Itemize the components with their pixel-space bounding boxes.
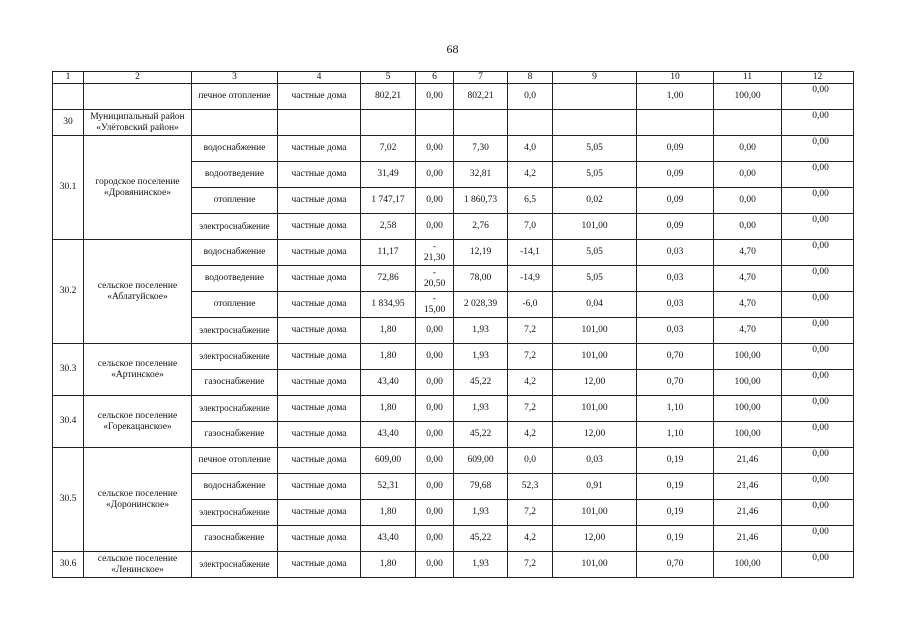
- cell-col-5: 1,80: [361, 344, 416, 370]
- cell-col-5: 7,02: [361, 136, 416, 162]
- table-row: [53, 84, 854, 110]
- cell-col-3: газоснабжение: [192, 422, 278, 448]
- cell-col-7: 1,93: [454, 552, 508, 578]
- cell-col-6: - 20,50: [416, 266, 454, 292]
- cell-col-4: частные дома: [278, 344, 361, 370]
- cell-col-12: [782, 110, 854, 136]
- cell-col-5: 52,31: [361, 474, 416, 500]
- cell-col-5: 802,21: [361, 84, 416, 110]
- cell-col-3: газоснабжение: [192, 526, 278, 552]
- cell-col-3: [192, 110, 278, 136]
- value-col-12: 0,00: [812, 345, 829, 355]
- cell-col-6: 0,00: [416, 370, 454, 396]
- cell-col-6: 0,00: [416, 162, 454, 188]
- cell-col-5: 11,17: [361, 240, 416, 266]
- cell-col-8: 7,2: [508, 344, 553, 370]
- cell-col-10: 1,10: [637, 422, 714, 448]
- cell-col-11: 21,46: [714, 474, 782, 500]
- header-row: [53, 72, 854, 84]
- cell-col-3: электроснабжение: [192, 500, 278, 526]
- cell-col-3: водоотведение: [192, 162, 278, 188]
- cell-col-10: [637, 110, 714, 136]
- cell-col-5: [361, 110, 416, 136]
- cell-col-7: 45,22: [454, 526, 508, 552]
- cell-col-12: [782, 240, 854, 266]
- cell-col-6: 0,00: [416, 474, 454, 500]
- cell-col-3: водоотведение: [192, 266, 278, 292]
- cell-col-9: 0,03: [553, 448, 637, 474]
- cell-col-4: частные дома: [278, 162, 361, 188]
- cell-col-3: печное отопление: [192, 448, 278, 474]
- cell-col-11: 0,00: [714, 214, 782, 240]
- cell-col-8: 4,2: [508, 162, 553, 188]
- cell-col-8: -14,1: [508, 240, 553, 266]
- table-row: [53, 240, 854, 266]
- cell-col-3: отопление: [192, 292, 278, 318]
- page-number: 68: [446, 42, 459, 56]
- cell-col-8: 7,2: [508, 318, 553, 344]
- cell-col-10: 0,09: [637, 188, 714, 214]
- cell-col-11: 21,46: [714, 500, 782, 526]
- cell-col-4: частные дома: [278, 136, 361, 162]
- cell-col-3: отопление: [192, 188, 278, 214]
- cell-col-9: 12,00: [553, 422, 637, 448]
- table-row: [53, 448, 854, 474]
- cell-col-9: 5,05: [553, 162, 637, 188]
- cell-col-4: частные дома: [278, 396, 361, 422]
- cell-col-10: 0,03: [637, 318, 714, 344]
- territory-name-cell: Муниципальный район «Улётовский район»: [84, 110, 192, 136]
- value-col-12: 0,00: [812, 111, 829, 121]
- cell-col-8: 7,2: [508, 552, 553, 578]
- cell-col-11: 100,00: [714, 552, 782, 578]
- cell-col-4: частные дома: [278, 240, 361, 266]
- cell-col-6: - 21,30: [416, 240, 454, 266]
- cell-col-4: частные дома: [278, 292, 361, 318]
- cell-col-11: 100,00: [714, 422, 782, 448]
- value-col-12: 0,00: [812, 501, 829, 511]
- cell-col-5: 1 834,95: [361, 292, 416, 318]
- value-col-12: 0,00: [812, 527, 829, 537]
- cell-col-7: 1,93: [454, 500, 508, 526]
- cell-col-9: 0,91: [553, 474, 637, 500]
- cell-col-5: 1,80: [361, 500, 416, 526]
- cell-col-7: 1,93: [454, 396, 508, 422]
- cell-col-10: 0,09: [637, 162, 714, 188]
- cell-col-5: 31,49: [361, 162, 416, 188]
- table-row: [53, 110, 854, 136]
- cell-col-7: 1,93: [454, 344, 508, 370]
- cell-col-3: электроснабжение: [192, 552, 278, 578]
- column-header-9: 9: [553, 72, 637, 84]
- row-number-cell: 30.3: [53, 344, 84, 396]
- cell-col-9: 101,00: [553, 396, 637, 422]
- territory-name-cell: сельское поселение «Доронинское»: [84, 448, 192, 552]
- cell-col-9: 5,05: [553, 240, 637, 266]
- cell-col-3: печное отопление: [192, 84, 278, 110]
- cell-col-10: 0,70: [637, 552, 714, 578]
- cell-col-8: 6,5: [508, 188, 553, 214]
- cell-col-7: 1 860,73: [454, 188, 508, 214]
- row-number-cell: 30: [53, 110, 84, 136]
- cell-col-10: 0,19: [637, 500, 714, 526]
- cell-col-10: 0,19: [637, 526, 714, 552]
- value-col-12: 0,00: [812, 319, 829, 329]
- row-number-cell: [53, 84, 84, 110]
- table-body: [53, 84, 854, 578]
- cell-col-7: 802,21: [454, 84, 508, 110]
- column-header-4: 4: [278, 72, 361, 84]
- cell-col-5: 1,80: [361, 552, 416, 578]
- cell-col-3: электроснабжение: [192, 344, 278, 370]
- value-col-12: 0,00: [812, 241, 829, 251]
- cell-col-11: 21,46: [714, 448, 782, 474]
- cell-col-10: 0,03: [637, 266, 714, 292]
- column-header-3: 3: [192, 72, 278, 84]
- cell-col-5: 2,58: [361, 214, 416, 240]
- cell-col-9: 5,05: [553, 136, 637, 162]
- cell-col-12: [782, 162, 854, 188]
- row-number-cell: 30.2: [53, 240, 84, 344]
- cell-col-10: 0,09: [637, 214, 714, 240]
- cell-col-10: 0,09: [637, 136, 714, 162]
- value-col-12: 0,00: [812, 137, 829, 147]
- value-col-12: 0,00: [812, 449, 829, 459]
- column-header-10: 10: [637, 72, 714, 84]
- cell-col-12: [782, 396, 854, 422]
- cell-col-8: 4,2: [508, 526, 553, 552]
- territory-name-cell: сельское поселение «Артинское»: [84, 344, 192, 396]
- cell-col-3: электроснабжение: [192, 396, 278, 422]
- cell-col-3: электроснабжение: [192, 214, 278, 240]
- value-col-12: 0,00: [812, 85, 829, 95]
- territory-name-cell: городское поселение «Дровянинское»: [84, 136, 192, 240]
- cell-col-8: 7,0: [508, 214, 553, 240]
- cell-col-9: [553, 110, 637, 136]
- cell-col-6: 0,00: [416, 526, 454, 552]
- territory-name-cell: сельское поселение «Аблатуйское»: [84, 240, 192, 344]
- territory-name-cell: сельское поселение «Горекацанское»: [84, 396, 192, 448]
- cell-col-10: 1,00: [637, 84, 714, 110]
- cell-col-7: 32,81: [454, 162, 508, 188]
- cell-col-11: 4,70: [714, 266, 782, 292]
- cell-col-9: 101,00: [553, 214, 637, 240]
- value-col-12: 0,00: [812, 371, 829, 381]
- cell-col-12: [782, 188, 854, 214]
- cell-col-8: 0,0: [508, 448, 553, 474]
- cell-col-7: 78,00: [454, 266, 508, 292]
- table-row: [53, 344, 854, 370]
- cell-col-10: 0,03: [637, 292, 714, 318]
- cell-col-5: 72,86: [361, 266, 416, 292]
- cell-col-7: 609,00: [454, 448, 508, 474]
- cell-col-12: [782, 448, 854, 474]
- column-header-2: 2: [84, 72, 192, 84]
- cell-col-9: 101,00: [553, 318, 637, 344]
- cell-col-5: 609,00: [361, 448, 416, 474]
- cell-col-11: 100,00: [714, 396, 782, 422]
- cell-col-12: [782, 214, 854, 240]
- cell-col-10: 0,03: [637, 240, 714, 266]
- value-col-12: 0,00: [812, 397, 829, 407]
- cell-col-9: 101,00: [553, 552, 637, 578]
- cell-col-4: частные дома: [278, 552, 361, 578]
- value-col-12: 0,00: [812, 163, 829, 173]
- cell-col-3: водоснабжение: [192, 136, 278, 162]
- cell-col-10: 0,70: [637, 344, 714, 370]
- cell-col-10: 0,19: [637, 448, 714, 474]
- cell-col-12: [782, 552, 854, 578]
- cell-col-9: [553, 84, 637, 110]
- cell-col-6: 0,00: [416, 318, 454, 344]
- cell-col-4: частные дома: [278, 474, 361, 500]
- cell-col-4: частные дома: [278, 448, 361, 474]
- cell-col-7: 2,76: [454, 214, 508, 240]
- cell-col-8: 4,2: [508, 370, 553, 396]
- cell-col-4: частные дома: [278, 526, 361, 552]
- cell-col-7: 79,68: [454, 474, 508, 500]
- cell-col-8: 4,2: [508, 422, 553, 448]
- cell-col-9: 5,05: [553, 266, 637, 292]
- cell-col-4: частные дома: [278, 214, 361, 240]
- cell-col-5: 43,40: [361, 422, 416, 448]
- cell-col-5: 1,80: [361, 396, 416, 422]
- cell-col-11: 4,70: [714, 318, 782, 344]
- cell-col-7: 45,22: [454, 422, 508, 448]
- cell-col-6: 0,00: [416, 422, 454, 448]
- territory-name-cell: сельское поселение «Ленинское»: [84, 552, 192, 578]
- row-number-cell: 30.6: [53, 552, 84, 578]
- cell-col-9: 12,00: [553, 370, 637, 396]
- cell-col-7: 1,93: [454, 318, 508, 344]
- row-number-cell: 30.5: [53, 448, 84, 552]
- cell-col-5: 43,40: [361, 526, 416, 552]
- cell-col-11: 21,46: [714, 526, 782, 552]
- cell-col-4: частные дома: [278, 318, 361, 344]
- cell-col-8: 0,0: [508, 84, 553, 110]
- territory-name-cell: [84, 84, 192, 110]
- cell-col-4: частные дома: [278, 84, 361, 110]
- cell-col-6: 0,00: [416, 188, 454, 214]
- cell-col-12: [782, 370, 854, 396]
- cell-col-8: -14,9: [508, 266, 553, 292]
- cell-col-6: - 15,00: [416, 292, 454, 318]
- cell-col-8: 52,3: [508, 474, 553, 500]
- cell-col-4: частные дома: [278, 266, 361, 292]
- cell-col-6: 0,00: [416, 448, 454, 474]
- cell-col-7: 12,19: [454, 240, 508, 266]
- cell-col-3: электроснабжение: [192, 318, 278, 344]
- cell-col-6: 0,00: [416, 552, 454, 578]
- cell-col-3: газоснабжение: [192, 370, 278, 396]
- tariff-table: [52, 71, 854, 578]
- cell-col-11: 0,00: [714, 136, 782, 162]
- cell-col-3: водоснабжение: [192, 240, 278, 266]
- cell-col-3: водоснабжение: [192, 474, 278, 500]
- cell-col-10: 0,19: [637, 474, 714, 500]
- cell-col-4: [278, 110, 361, 136]
- cell-col-11: 100,00: [714, 344, 782, 370]
- cell-col-6: 0,00: [416, 136, 454, 162]
- cell-col-9: 12,00: [553, 526, 637, 552]
- cell-col-6: 0,00: [416, 84, 454, 110]
- cell-col-12: [782, 136, 854, 162]
- column-header-1: 1: [53, 72, 84, 84]
- cell-col-9: 0,02: [553, 188, 637, 214]
- cell-col-8: -6,0: [508, 292, 553, 318]
- column-header-5: 5: [361, 72, 416, 84]
- cell-col-9: 101,00: [553, 344, 637, 370]
- column-header-6: 6: [416, 72, 454, 84]
- value-col-12: 0,00: [812, 215, 829, 225]
- cell-col-4: частные дома: [278, 500, 361, 526]
- cell-col-8: 7,2: [508, 500, 553, 526]
- cell-col-12: [782, 266, 854, 292]
- cell-col-4: частные дома: [278, 370, 361, 396]
- column-header-8: 8: [508, 72, 553, 84]
- cell-col-6: 0,00: [416, 396, 454, 422]
- cell-col-12: [782, 292, 854, 318]
- cell-col-12: [782, 500, 854, 526]
- cell-col-7: 2 028,39: [454, 292, 508, 318]
- cell-col-4: частные дома: [278, 422, 361, 448]
- cell-col-5: 43,40: [361, 370, 416, 396]
- cell-col-6: [416, 110, 454, 136]
- table-row: [53, 136, 854, 162]
- value-col-12: 0,00: [812, 189, 829, 199]
- cell-col-5: 1 747,17: [361, 188, 416, 214]
- cell-col-6: 0,00: [416, 344, 454, 370]
- cell-col-8: 4,0: [508, 136, 553, 162]
- cell-col-11: 100,00: [714, 370, 782, 396]
- cell-col-12: [782, 318, 854, 344]
- cell-col-12: [782, 422, 854, 448]
- cell-col-12: [782, 474, 854, 500]
- cell-col-12: [782, 84, 854, 110]
- cell-col-9: 101,00: [553, 500, 637, 526]
- cell-col-10: 0,70: [637, 370, 714, 396]
- column-header-7: 7: [454, 72, 508, 84]
- cell-col-11: 4,70: [714, 292, 782, 318]
- row-number-cell: 30.1: [53, 136, 84, 240]
- value-col-12: 0,00: [812, 423, 829, 433]
- value-col-12: 0,00: [812, 553, 829, 563]
- row-number-cell: 30.4: [53, 396, 84, 448]
- cell-col-10: 1,10: [637, 396, 714, 422]
- value-col-12: 0,00: [812, 267, 829, 277]
- cell-col-7: 45,22: [454, 370, 508, 396]
- table-row: [53, 552, 854, 578]
- cell-col-12: [782, 526, 854, 552]
- cell-col-8: 7,2: [508, 396, 553, 422]
- cell-col-9: 0,04: [553, 292, 637, 318]
- column-header-12: 12: [782, 72, 854, 84]
- cell-col-6: 0,00: [416, 214, 454, 240]
- cell-col-7: [454, 110, 508, 136]
- cell-col-11: [714, 110, 782, 136]
- value-col-12: 0,00: [812, 293, 829, 303]
- cell-col-5: 1,80: [361, 318, 416, 344]
- cell-col-7: 7,30: [454, 136, 508, 162]
- cell-col-6: 0,00: [416, 500, 454, 526]
- value-col-12: 0,00: [812, 475, 829, 485]
- cell-col-11: 100,00: [714, 84, 782, 110]
- table-row: [53, 396, 854, 422]
- cell-col-12: [782, 344, 854, 370]
- cell-col-11: 4,70: [714, 240, 782, 266]
- cell-col-11: 0,00: [714, 188, 782, 214]
- column-header-11: 11: [714, 72, 782, 84]
- cell-col-8: [508, 110, 553, 136]
- cell-col-4: частные дома: [278, 188, 361, 214]
- cell-col-11: 0,00: [714, 162, 782, 188]
